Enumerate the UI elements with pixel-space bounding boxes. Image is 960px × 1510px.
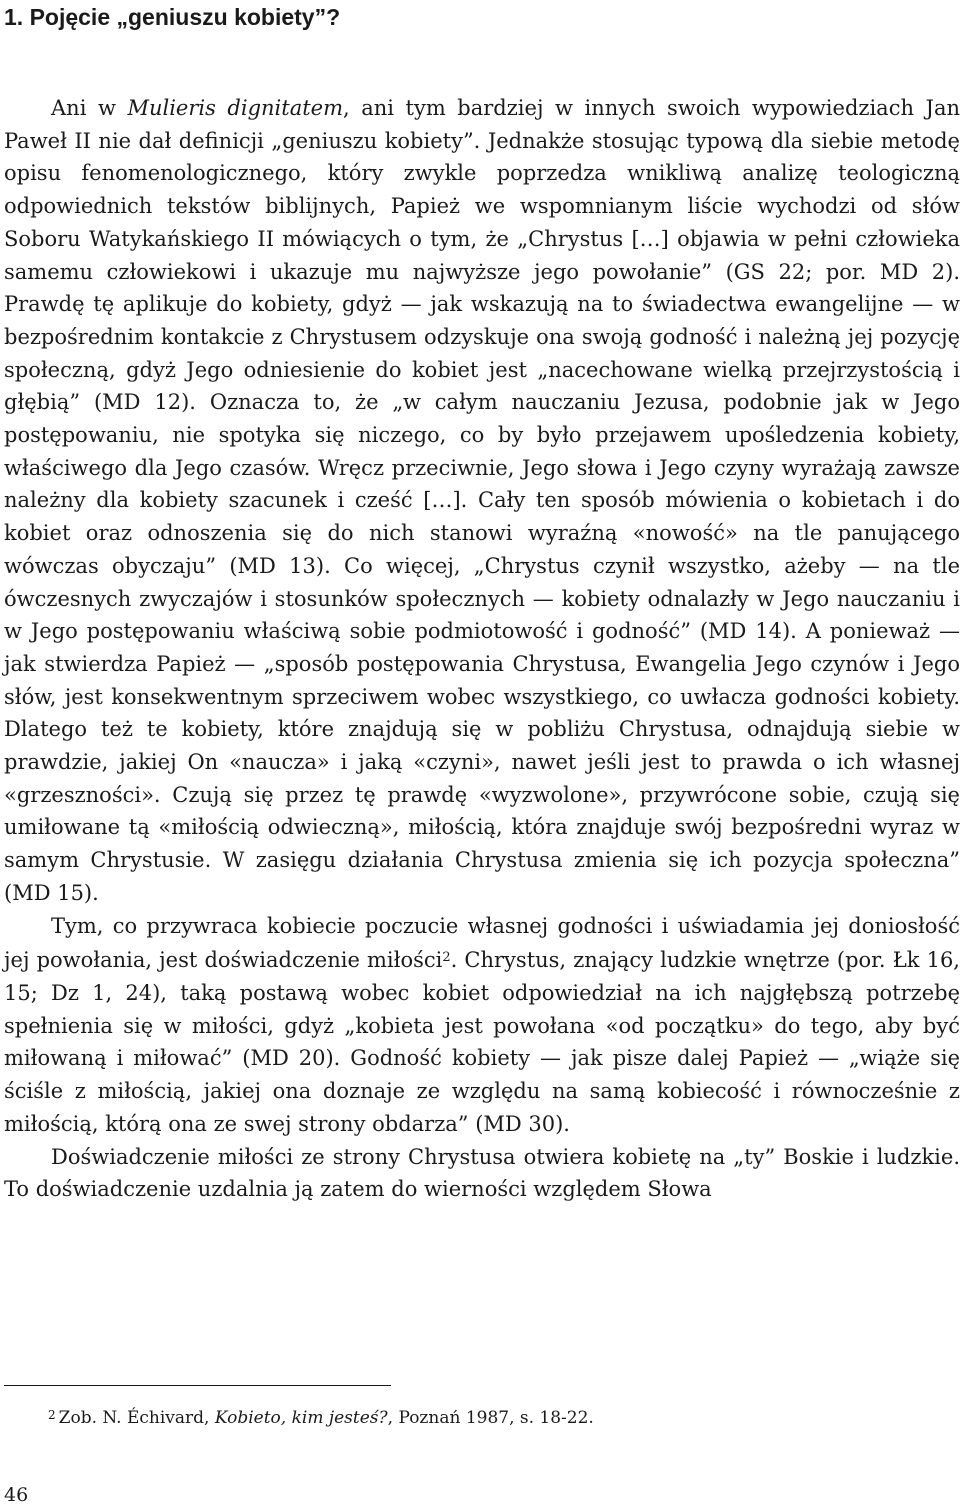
- footnote-reference[interactable]: 2: [442, 950, 451, 966]
- footnote-number: 2: [48, 1408, 56, 1422]
- paragraph-1-start: Ani w: [51, 96, 128, 120]
- footnote-text-start: Zob. N. Échivard,: [58, 1408, 215, 1428]
- paragraph-3: Doświadczenie miłości ze strony Chrystusa otwiera kobietę na „ty” Boskie i ludzkie. To doświadczenie uzdalnia ją zatem do wierności względem Słowa: [4, 1144, 960, 1202]
- paragraph-1-rest: , ani tym bardziej w innych swoich wypowiedziach Jan Paweł II nie dał definicji „geniuszu kobiety”. Jednakże stosując typową dla siebie metodę opisu fenomenologicznego, który zwykle poprzedza wnikliwą analizę teologiczną odpowiednich tekstów biblijnych, Papież we wspomnianym liście wychodzi od słów Soboru Watykańskiego II mówiących o tym, że „Chrystus […] objawia w pełni człowieka samemu człowiekowi i ukazuje mu najwyższe jego powołanie” (GS 22; por. MD 2). Prawdę tę aplikuje do kobiety, gdyż — jak wskazują na to świadectwa ewangelijne — w bezpośrednim kontakcie z Chrystusem odzyskuje ona swoją godność i należną jej pozycję społeczną, gdyż Jego odniesienie do kobiet jest „nacechowane wielką przejrzystością i głębią” (MD 12). Oznacza to, że „w całym nauczaniu Jezusa, podobnie jak w Jego postępowaniu, nie spotyka się niczego, co by było przejawem upośledzenia kobiety, właściwego dla Jego czasów. Wręcz przeciwnie, Jego słowa i Jego czyny wyrażają zawsze należny dla kobiety szacunek i cześć […]. Cały ten sposób mówienia o kobietach i do kobiet oraz odnoszenia się do nich stanowi wyraźną «nowość» na tle panującego wówczas obyczaju” (MD 13). Co więcej, „Chrystus czynił wszystko, ażeby — na tle ówczesnych zwyczajów i stosunków społecznych — kobiety odnalazły w Jego nauczaniu i w Jego postępowaniu właściwą sobie podmiotowość i godność” (MD 14). A ponieważ — jak stwierdza Papież — „sposób postępowania Chrystusa, Ewangelia Jego czynów i Jego słów, jest konsekwentnym sprzeciwem wobec wszystkiego, co uwłacza godności kobiety. Dlatego też te kobiety, które znajdują się w pobliżu Chrystusa, odnajdują siebie w prawdzie, jakiej On «naucza» i jaką «czyni», nawet jeśli jest to prawda o ich własnej «grzeszności». Czują się przez tę prawdę «wyzwolone», przywrócone sobie, czują się umiłowane tą «miłością odwieczną», miłością, która znajduje swój bezpośredni wyraz w samym Chrystusie. W zasięgu działania Chrystusa zmienia się ich pozycja społeczna” (MD 15).: [4, 96, 960, 905]
- document-title-italic: Mulieris dignitatem: [127, 96, 344, 120]
- paragraph-2-rest: . Chrystus, znający ludzkie wnętrze (por. Łk 16, 15; Dz 1, 24), taką postawą wobec kobiet odpowiedział na ich najgłębszą potrzebę spełnienia się w miłości, gdyż „kobieta jest powołana «od początku» do tego, aby być miłowaną i miłować” (MD 20). Godność kobiety — jak pisze dalej Papież — „wiąże się ściśle z miłością, jakiej ona doznaje ze względu na samą kobiecość i równocześnie z miłością, którą ona ze swej strony obdarza” (MD 30).: [4, 948, 960, 1136]
- page-number: 46: [4, 1484, 29, 1506]
- paragraph-2-start: Tym, co przywraca kobiecie poczucie własnej godności i uświadamia jej doniosłość jej powołania, jest doświadczenie miłości: [4, 913, 960, 973]
- footnote: [48, 1402, 594, 1431]
- paragraph-2: [4, 910, 960, 1141]
- paragraph-1: [4, 92, 960, 910]
- footnote-divider: [4, 1385, 391, 1386]
- section-heading: 1. Pojęcie „geniuszu kobiety”?: [4, 4, 341, 30]
- footnote-text-end: , Poznań 1987, s. 18-22.: [387, 1408, 594, 1428]
- footnote-book-title: Kobieto, kim jesteś?: [214, 1408, 388, 1428]
- body-text: [4, 92, 960, 1206]
